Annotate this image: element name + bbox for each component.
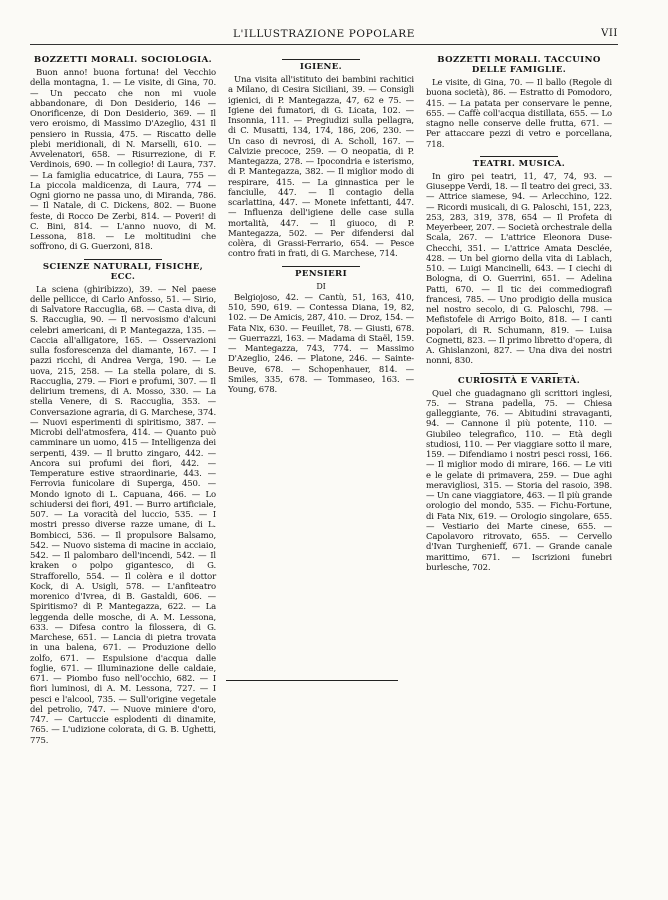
section-text-pensieri: Belgiojoso, 42. — Cantù, 51, 163, 410, 510, 590, 619. — Contessa Diana, 19, 82, 102. — De Amicis, 287, 410. — Droz, 154. — Fata Nix, 630. — Feuillet, 78. — Giusti, 678. — Guerrazzi, 163. — Madama di Staël, 159. — Mantegazza, 743, 774. — Massimo D'Azeglio, 246. — Platone, 246. — Sainte-Beuve, 678. — Schopenhauer, 814. — Smiles, 335, 678. — Tommaseo, 163. — Young, 678. — [228, 292, 414, 395]
running-head — [30, 26, 618, 45]
column-middle — [228, 55, 414, 395]
section-text-sociologia: Buon anno! buona fortuna! del Vecchio della montagna, 1. — Le visite, di Gina, 70. — Un peccato che non mi vuole abbandonare, di Don Desiderio, 146 — Onorificenze, di Don Desiderio, 369. — Il vero eroismo, di Massimo D'Azeglio, 431 Il pensiero in Russia, 475. — Riscatto delle plebi meridionali, di N. Marselli, 610. — Avvelenatori, 658. — Risurrezione, di F. Verdinois, 690. — In collegio! di Laura, 737. — La famiglia educatrice, di Laura, 755 — La piccola maldicenza, di Laura, 774 — Ogni giorno ne passa uno, di Miranda, 786. — Il Natale, di C. Dickens, 802. — Buone feste, di Rocco De Zerbi, 814. — Poveri! di C. Bini, 814. — L'anno nuovo, di M. Lessona, 818. — Le moltitudini che soffrono, di G. Guerzoni, 818. — [30, 68, 216, 253]
column-right — [426, 55, 612, 573]
index-page — [30, 26, 618, 746]
section-title-scienze: SCIENZE NATURALI, FISICHE, ECC. — [30, 259, 216, 282]
closing-rule — [226, 680, 398, 681]
section-title-pensieri: PENSIERI — [228, 266, 414, 279]
journal-title: L'ILLUSTRAZIONE POPOLARE — [232, 28, 416, 40]
section-title-curiosita: CURIOSITÀ E VARIETÀ. — [426, 373, 612, 386]
section-text-curiosita: Quel che guadagnano gli scrittori inglesi, 75. — Strana padella, 75. — Chiesa galleggiante, 76. — Abitudini stravaganti, 94. — Cannone il più potente, 110. — Giubileo telegrafico, 110. — Età degli studiosi, 110. — Per viaggiare sotto il mare, 159. — Difendiamo i nostri pesci rossi, 166. — Il miglior modo di mirare, 166. — Le viti e le gelate di primavera, 259. — Due aghi meravigliosi, 315. — Storia del rasoio, 398. — Un cane viaggiatore, 463. — Il più grande orologio del mondo, 535. — Fichu-Fortune, di Fata Nix, 619. — Orologio singolare, 655. — Vestiario dei Marte cinese, 655. — Capolavoro ritrovato, 655. — Cervello d'Ivan Turghenieff, 671. — Grande canale marittimo, 671. — Iscrizioni funebri burlesche, 702. — [426, 388, 612, 573]
section-text-teatri: In giro pei teatri, 11, 47, 74, 93. — Giuseppe Verdi, 18. — Il teatro dei greci, 33. — Attrice siamese, 94. — Arlecchino, 122. — Ricordi musicali, di G. Paloschi, 151, 223, 253, 283, 319, 378, 654 — Il Profeta di Meyerbeer, 207. — Società orchestrale della Scala, 267. — L'attrice Eleonora Duse-Checchi, 351. — L'attrice Amata Desclée, 428. — Un bel giorno della vita di Lablach, 510. — Luigi Mancinelli, 643. — I ciechi di Bologna, di O. Guerrini, 651. — Adelina Patti, 670. — Il tic dei commediografi francesi, 785. — Uno prodigio della musica nel nostro secolo, di G. Paloschi, 798. — Mefistofele di Arrigo Boito, 818. — I canti popolari, di R. Schumann, 819. — Luisa Cognetti, 823. — Il primo libretto d'opera, di A. Ghislanzoni, 827. — Una diva dei nostri nonni, 830. — [426, 171, 613, 367]
section-subtitle-pensieri: DI — [316, 281, 326, 291]
column-left — [30, 55, 216, 746]
page-number: VII — [601, 28, 618, 39]
section-text-scienze: La sciena (ghiribizzo), 39. — Nel paese delle pellicce, di Carlo Anfosso, 51. — Sirio, di Salvatore Raccuglia, 68. — Casta diva, di S. Raccuglia, 90. — Il nervosismo d'alcuni celebri americani, di P. Mantegazza, 135. — Caccia all'alligatore, 165. — Osservazioni sulla fosforescenza del diamante, 167. — I pazzi ricchi, di Andrea Verga, 190. — Le uova, 215, 258. — La stella polare, di S. Raccuglia, 279. — Fiori e profumi, 307. — Il delirium tremens, di A. Mosso, 330. — La stella Venere, di S. Raccuglia, 353. — Conversazione agraria, di G. Marchese, 374. — Nuovi esperimenti di spiritismo, 387. — Microbi dell'atmosfera, 414. — Quanto può camminare un uomo, 415 — Intelligenza dei serpenti, 439. — Il brutto zingaro, 442. — Ancora sui profumi dei fiori, 442. — Temperature estive straordinarie, 443. — Ferrovia funicolare di Superga, 450. — Mondo ignoto di L. Capuana, 466. — Lo schiudersi dei fiori, 491. — Burro artificiale, 507. — La voracità del luccio, 535. — I mostri presso diverse razze umane, di L. Bombicci, 536. — Il propulsore Balsamo, 542. — Nuovo sistema di macine in acciaio, 542. — Il palombaro dell'incendi, 542. — Il kraken o polpo gigantesco, di G. Strafforello, 554. — Il colèra e il dottor Kock, di A. Usigli, 578. — L'anfiteatro morenico d'Ivrea, di B. Gastaldi, 606. — Spiritismo? di P. Mantegazza, 622. — La leggenda delle mosche, di A. M. Lessona, 633. — Difesa contro la filossera, di G. Marchese, 651. — Lancia di pietra trovata in una balena, 671. — Produzione dello zolfo, 671. — Espulsione d'acqua dalle foglie, 671. — Illuminazione delle caldaie, 671. — Piombo fuso nell'occhio, 682. — I fiori luminosi, di A. M. Lessona, 727. — I pesci e l'alcool, 735. — Sull'origine vegetale del petrolio, 747. — Nuove miniere d'oro, 747. — Cartuccie esplodenti di dinamite, 765. — L'udizione colorata, di G. B. Ughetti, 775. — [30, 284, 216, 746]
section-title-teatri: TEATRI. MUSICA. — [426, 156, 612, 169]
section-title-taccuino: BOZZETTI MORALI. TACCUINO DELLE FAMIGLIE. — [437, 55, 601, 75]
section-text-igiene: Una visita all'istituto dei bambini rachitici a Milano, di Cesira Siciliani, 39. — Consigli igienici, di P. Mantegazza, 47, 62 e 75. — Igiene dei fumatori, di G. Licata, 102. — Insonnia, 111. — Pregiudizi sulla pellagra, di C. Musatti, 134, 174, 186, 206, 230. — Un caso di nevrosi, di A. Scholl, 167. — Calvizie precoce, 259. — O neopatia, di P. Mantegazza, 278. — Ipocondria e isterismo, di P. Mantegazza, 382. — Il miglior modo di respirare, 415. — La ginnastica per le fanciulle, 447. — Il contagio della scarlattina, 447. — Monete infettanti, 447. — Influenza dell'igiene delle case sulla mortalità, 447. — Il giuoco, di P. Mantegazza, 502. — Per difendersi dal colèra, di Grassi-Ferrario, 654. — Pesce contro frati in frati, di G. Marchese, 714. — [228, 75, 414, 260]
section-title-igiene: IGIENE. — [228, 59, 414, 72]
section-text-taccuino: Le visite, di Gina, 70. — Il ballo (Regole di buona società), 86. — Estratto di Pomodoro, 415. — La patata per conservare le penne, 655. — Caffè coll'acqua distillata, 655. — Lo stagno nelle conserve delle frutta, 671. — Per attaccare pezzi di vetro e porcellana, 718. — [426, 78, 612, 150]
section-title-sociologia: BOZZETTI MORALI. SOCIOLOGIA. — [33, 55, 213, 65]
